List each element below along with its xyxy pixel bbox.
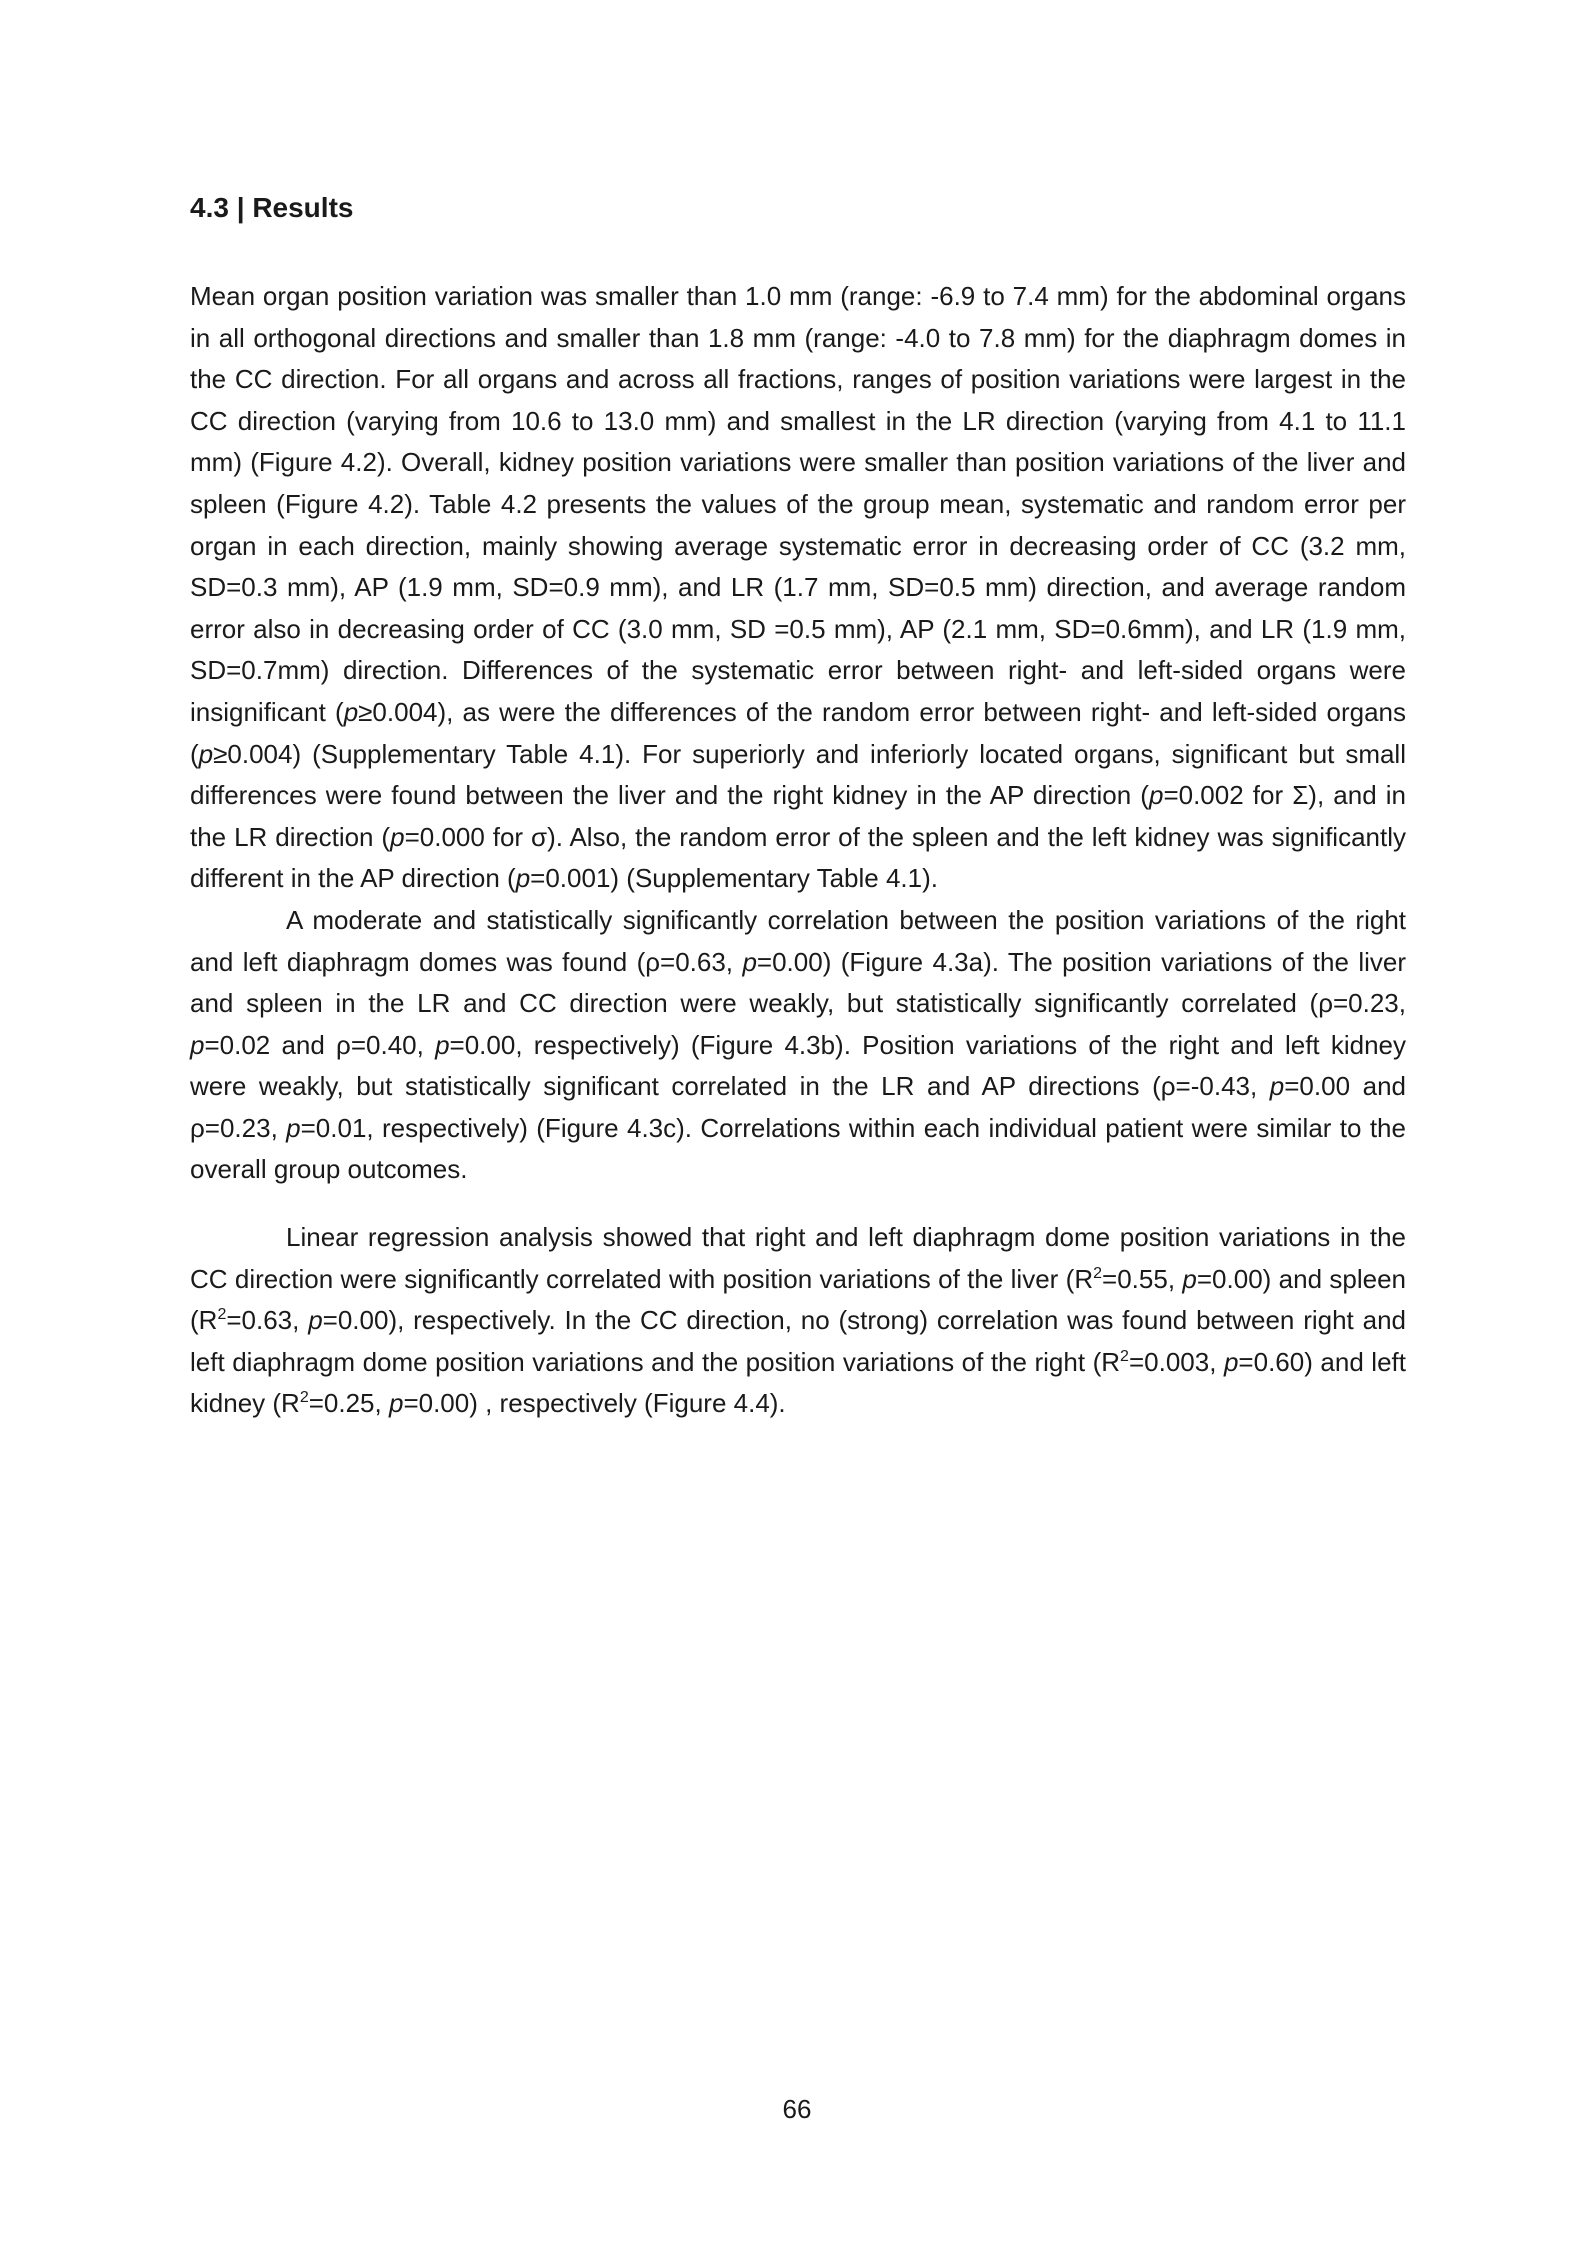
body-text — [190, 276, 1406, 1425]
text-run: =0.02 and ρ=0.40, — [204, 1029, 436, 1060]
p-value-symbol: p — [286, 1112, 301, 1143]
text-run: =0.55, — [1102, 1263, 1183, 1294]
text-run: =0.00) (Figure 4.3a). The position variations of the liver and spleen in the LR and CC direction were weakly, but statistically significantly correlated (ρ=0.23, — [190, 946, 1407, 1019]
p-value-symbol: p — [308, 1305, 323, 1336]
superscript: 2 — [299, 1389, 309, 1407]
p-value-symbol: p — [435, 1029, 450, 1060]
text-run: =0.00), respectively. In the CC direction, no (strong) correlation was found between right and left diaphragm dome position variations and the position variations of the right (R — [190, 1305, 1406, 1377]
text-run: =0.00) , respectively (Figure 4.4). — [403, 1388, 786, 1419]
p-value-symbol: p — [388, 1388, 404, 1419]
text-run: =0.00, respectively) (Figure 4.3b). Position variations of the right and left kidney were weakly, but statistically significant correlated in the LR and AP directions (ρ=-0.43, — [190, 1029, 1406, 1102]
p-value-symbol: p — [515, 863, 531, 894]
results-paragraph-2 — [190, 900, 1406, 1191]
p-value-symbol: p — [390, 821, 405, 852]
text-run: =0.00 and ρ=0.23, — [190, 1071, 1406, 1143]
p-value-symbol: p — [1148, 780, 1164, 811]
page-number: 66 — [782, 2094, 812, 2124]
superscript: 2 — [1093, 1264, 1103, 1282]
text-run: Linear regression analysis showed that right and left diaphragm dome position variations in the CC direction were significantly correlated with position variations of the liver (R — [190, 1222, 1406, 1294]
text-run: =0.000 for σ). Also, the random error of the spleen and the left kidney was significantly different in the AP direction ( — [190, 821, 1407, 894]
p-value-symbol: p — [190, 1029, 205, 1060]
text-run: =0.01, respectively) (Figure 4.3c). Correlations within each individual patient were similar to the overall group outcomes. — [190, 1112, 1406, 1185]
results-paragraph-3 — [190, 1217, 1406, 1425]
p-value-symbol: p — [1269, 1071, 1285, 1102]
text-run: =0.003, — [1128, 1346, 1224, 1377]
text-run: =0.60) and left kidney (R — [190, 1346, 1406, 1419]
results-paragraph-1 — [190, 276, 1406, 900]
superscript: 2 — [1120, 1347, 1129, 1365]
text-run: A moderate and statistically significantly correlation between the position variations of the right and left diaphragm domes was found (ρ=0.63, — [190, 904, 1406, 977]
text-run: ≥0.004), as were the differences of the random error between right- and left-sided organs ( — [190, 696, 1406, 769]
superscript: 2 — [217, 1306, 227, 1324]
section-heading: 4.3 | Results — [190, 192, 354, 223]
p-value-symbol: p — [742, 946, 757, 977]
text-run: ≥0.004) (Supplementary Table 4.1). For superiorly and inferiorly located organs, significant but small differences were found between the liver and the right kidney in the AP direction ( — [190, 738, 1406, 811]
text-run: =0.25, — [308, 1388, 389, 1419]
p-value-symbol: p — [1223, 1346, 1239, 1377]
text-run: =0.63, — [226, 1305, 309, 1336]
p-value-symbol: p — [1182, 1263, 1197, 1294]
text-run: =0.00) and spleen (R — [190, 1263, 1407, 1336]
text-run: =0.001) (Supplementary Table 4.1). — [530, 863, 938, 894]
p-value-symbol: p — [343, 696, 359, 727]
text-run: Mean organ position variation was smaller than 1.0 mm (range: -6.9 to 7.4 mm) for the abdominal organs in all orthogonal directions and smaller than 1.8 mm (range: -4.0 to 7.8 mm) for the diaphragm domes in the CC direction. For all organs and across all fractions, ranges of position variations were largest in the CC direction (varying from 10.6 to 13.0 mm) and smallest in the LR direction (varying from 4.1 to 11.1 mm) (Figure 4.2). Overall, kidney position variations were smaller than position variations of the liver and spleen (Figure 4.2). Table 4.2 presents the values of the group mean, systematic and random error per organ in each direction, mainly showing average systematic error in decreasing order of CC (3.2 mm, SD=0.3 mm), AP (1.9 mm, SD=0.9 mm), and LR (1.7 mm, SD=0.5 mm) direction, and average random error also in decreasing order of CC (3.0 mm, SD =0.5 mm), AP (2.1 mm, SD=0.6mm), and LR (1.9 mm, SD=0.7mm) direction. Differences of the systematic error between right- and left-sided organs were insignificant ( — [190, 281, 1406, 727]
p-value-symbol: p — [198, 738, 214, 769]
text-run: =0.002 for Σ), and in the LR direction ( — [190, 780, 1406, 852]
